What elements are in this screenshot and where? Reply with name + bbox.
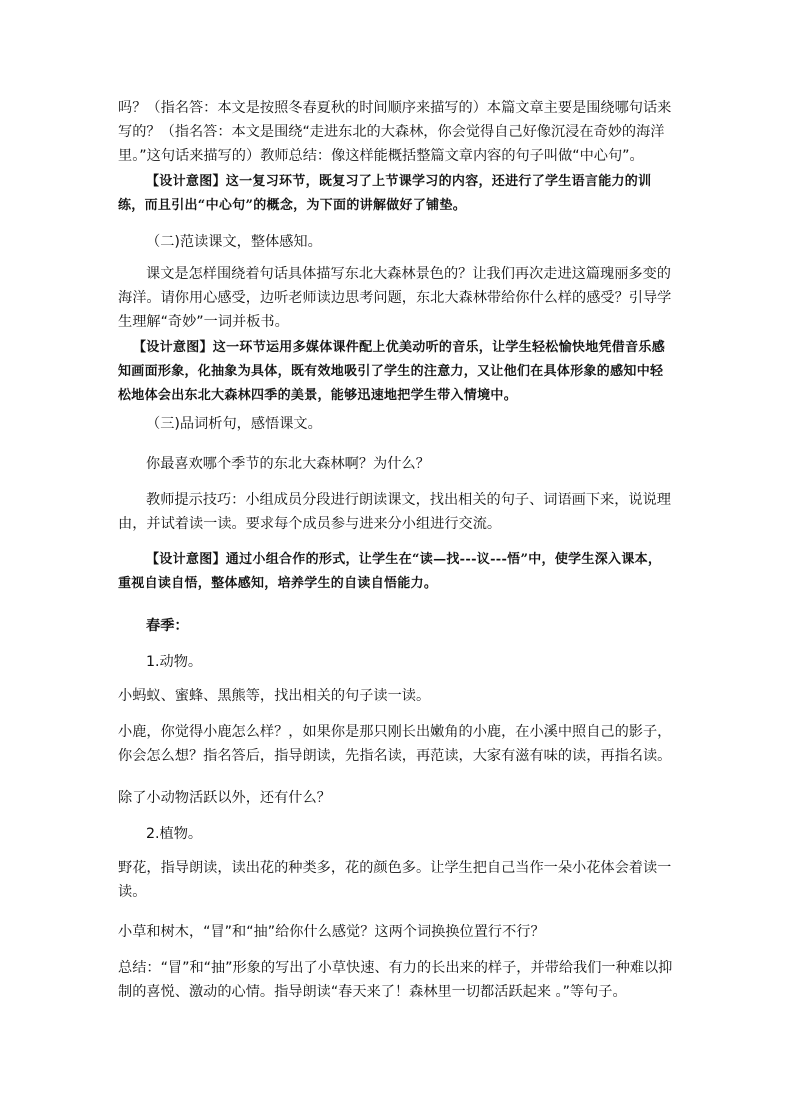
- section-heading-3: （三)品词析句，感悟课文。: [146, 416, 322, 432]
- paragraph-besides-animals: 除了小动物活跃以外，还有什么？: [118, 790, 331, 806]
- paragraph-deer: 小鹿，你觉得小鹿怎么样？，如果你是那只刚长出嫩角的小鹿，在小溪中照自己的影子，你会怎么想？指名答后，指导朗读，先指名读，再范读，大家有滋有味的读，再指名读。: [118, 724, 672, 764]
- design-intent-3: 【设计意图】通过小组合作的形式，让学生在“读—找---议---悟”中，使学生深入课本，重视自读自悟，整体感知，培养学生的自读自悟能力。: [118, 552, 662, 591]
- paragraph-small-animals: 小蚂蚁、蜜蜂、黑熊等，找出相关的句子读一读。: [118, 688, 431, 704]
- paragraph-grass-trees: 小草和树木，“冒”和“抽”给你什么感觉？这两个词换换位置行不行？: [118, 924, 545, 940]
- subheading-plants: 2.植物。: [146, 826, 203, 842]
- subheading-animals: 1.动物。: [146, 654, 203, 670]
- design-intent-1: 【设计意图】这一复习环节，既复习了上节课学习的内容，还进行了学生语言能力的训练，而且引出“中心句”的概念，为下面的讲解做好了铺垫。: [118, 174, 652, 213]
- paragraph-question: 你最喜欢哪个季节的东北大森林啊？为什么？: [146, 456, 430, 472]
- section-heading-2: （二)范读课文，整体感知。: [146, 234, 322, 250]
- spring-heading: 春季：: [146, 618, 189, 634]
- paragraph-summary: 总结：“冒”和“抽”形象的写出了小草快速、有力的长出来的样子，并带给我们一种难以抑制的喜悦、激动的心情。指导朗读“春天来了！森林里一切都活跃起来 。”等句子。: [118, 960, 673, 1000]
- paragraph-wildflowers: 野花，指导朗读，读出花的种类多，花的颜色多。让学生把自己当作一朵小花体会着读一读。: [118, 860, 672, 900]
- design-intent-2: 【设计意图】这一环节运用多媒体课件配上优美动听的音乐，让学生轻松愉快地凭借音乐感知画面形象，化抽象为具体，既有效地吸引了学生的注意力，又让他们在具体形象的感知中轻松地体会出东北大森林四季的美景，能够迅速地把学生带入情境中。: [118, 340, 666, 403]
- paragraph-center-sentence: 吗？（指名答：本文是按照冬春夏秋的时间顺序来描写的）本篇文章主要是围绕哪句话来写的？（指名答：本文是围绕“走进东北的大森林，你会觉得自己好像沉浸在奇妙的海洋里。”这句话来描写的）教师总结：像这样能概括整篇文章内容的句子叫做“中心句”。: [118, 100, 672, 164]
- paragraph-teacher-tips: 教师提示技巧：小组成员分段进行朗读课文，找出相关的句子、词语画下来，说说理由，并试着读一读。要求每个成员参与进来分小组进行交流。: [118, 492, 671, 532]
- paragraph-model-reading: 课文是怎样围绕着句话具体描写东北大森林景色的？让我们再次走进这篇瑰丽多变的海洋。请你用心感受，边听老师读边思考问题，东北大森林带给你什么样的感受？引导学生理解“奇妙”一词并板书。: [118, 266, 672, 330]
